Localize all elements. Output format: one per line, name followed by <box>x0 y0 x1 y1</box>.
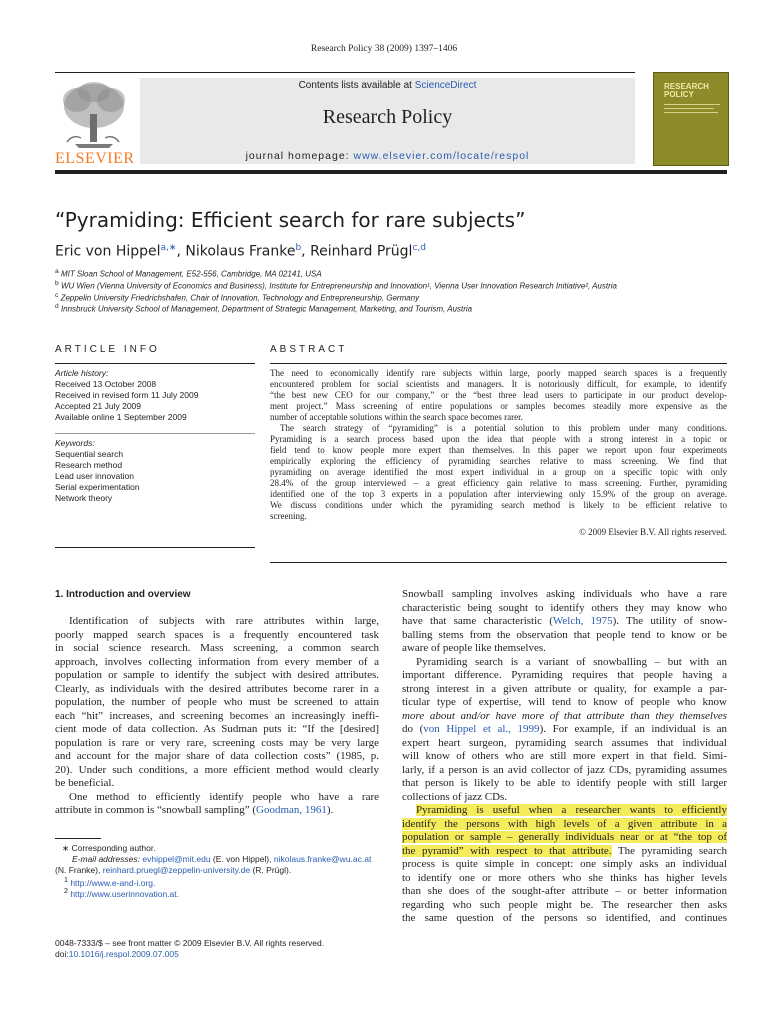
history-item: Available online 1 September 2009 <box>55 412 187 422</box>
abstract-line: Pyramiding is a search process based upon the idea that people with a strong interest in a topic or <box>270 434 727 444</box>
footnote-corresponding: ∗ Corresponding author. <box>62 843 156 853</box>
footnote-url-link[interactable]: http://www.userinnovation.at. <box>70 888 179 899</box>
divider <box>270 363 727 364</box>
cover-title: RESEARCH POLICY <box>664 82 709 99</box>
body-line: regarding who such people might be. The researcher then asks <box>402 898 727 911</box>
keyword: Serial experimentation <box>55 482 140 492</box>
body-line: will know of others who are still more expert in that field. Simi- <box>402 750 727 762</box>
history-item: Received in revised form 11 July 2009 <box>55 390 199 400</box>
abstract-line: empirically exploring the efficiency of pyramiding searches relative to mass screening. We find that <box>270 456 727 466</box>
abstract-line: The need to economically identify rare subjects within large, poorly mapped search spaces is a frequently <box>270 368 727 378</box>
keyword: Network theory <box>55 493 113 503</box>
journal-homepage-link[interactable]: www.elsevier.com/locate/respol <box>353 150 530 162</box>
abstract-line: identified one of the top 3 experts in a population after interviewing only 15.9% of the group on average. <box>270 489 727 499</box>
highlighted-line: the pyramid” with respect to that attribute. The pyramiding search <box>402 844 727 857</box>
doi-link[interactable]: 10.1016/j.respol.2009.07.005 <box>68 949 179 959</box>
body-line: have that same characteristic (Welch, 1975). The utility of snow- <box>402 615 728 627</box>
author-name: Reinhard Prügl <box>310 243 413 260</box>
author-name: Eric von Hippel <box>55 243 161 260</box>
body-line: population is rare or very rare, screening costs may be very large <box>55 736 379 749</box>
body-line: balling stems from the observation that people tend to know or be <box>402 628 727 641</box>
body-line: strong interest in a given attribute or quality, for example a par- <box>402 682 727 695</box>
email-link[interactable]: nikolaus.franke@wu.ac.at <box>273 854 372 864</box>
cover-text-line <box>664 104 720 105</box>
author-affil-mark[interactable]: a,∗ <box>160 243 177 253</box>
sciencedirect-link[interactable]: ScienceDirect <box>414 80 477 91</box>
abstract-heading: ABSTRACT <box>270 344 348 355</box>
divider <box>55 363 255 364</box>
history-item: Accepted 21 July 2009 <box>55 401 142 411</box>
citation-link[interactable]: Welch, 1975 <box>552 615 613 627</box>
author-name: Nikolaus Franke <box>185 243 296 260</box>
body-line: characteristic being sought to identify others they may know who <box>402 601 727 614</box>
body-line: be beneficial. <box>55 777 115 789</box>
author-list: Eric von Hippel$^{a,∗}$, Nikolaus Franke$^b$, Reinhard Prügl$^{c,d}$ <box>55 243 426 260</box>
doi-line: doi:10.1016/j.respol.2009.07.005 <box>55 949 179 959</box>
body-line: do (von Hippel et al., 1999). For example, if an individual is an <box>402 723 727 735</box>
body-line: population or sample to identify the subject with desired attributes. <box>55 669 379 681</box>
abstract-line: number of acceptable solutions within the search space becomes rarer. <box>270 412 523 422</box>
body-line: cient mode of data collection. As Sudman puts it: “If the [desired] <box>55 723 379 735</box>
body-line: each “hit” increases, and screening becomes an increasingly ineffi- <box>55 709 379 722</box>
cover-text-line <box>664 112 718 113</box>
body-line: Pyramiding search is a variant of snowballing – but with an <box>416 655 727 668</box>
body-line: the same question of the persons so identified, and continues <box>402 912 727 924</box>
abstract-line: screening. <box>270 511 307 521</box>
body-line: aware of people like themselves. <box>402 642 546 654</box>
affiliation: $^a$ MIT Sloan School of Management, E52-556, Cambridge, MA 02141, USA <box>55 268 322 279</box>
body-line: approach, involves collecting information from every member of a <box>55 655 379 668</box>
abstract-line: “the best new CEO for our company,” or the “best three lead users to participate in our product develop- <box>270 390 727 400</box>
footnote-2: $^2$ http://www.userinnovation.at. <box>64 887 179 899</box>
article-info-heading: ARTICLE INFO <box>55 344 160 355</box>
abstract-line: encountered problem for social scientists and managers. It is notoriously difficult, for example, to identify <box>270 379 727 389</box>
email-link[interactable]: evhippel@mit.edu <box>142 854 211 864</box>
journal-citation: Research Policy 38 (2009) 1397–1406 <box>310 44 458 54</box>
body-line: to identify one or more others who she thinks has higher levels <box>402 871 727 884</box>
homepage-prefix: journal homepage: <box>245 150 354 162</box>
citation-link[interactable]: Goodman, 1961 <box>256 804 327 816</box>
header-rule <box>55 72 635 73</box>
footnote-url-link[interactable]: http://www.e-and-i.org. <box>70 877 156 888</box>
body-line: poorly mapped search spaces is a frequently encountered task <box>55 628 379 641</box>
author-affil-mark[interactable]: c,d <box>412 243 426 253</box>
highlight[interactable]: identify the persons with high levels of a given attribute in a <box>402 817 727 830</box>
header-rule-thick <box>55 170 727 174</box>
highlight[interactable]: population or sample – generally individuals near or at “the top of <box>402 831 727 843</box>
body-line: important difference. Pyramiding requires that people having a <box>402 669 727 681</box>
footnote-emails: E-mail addresses: evhippel@mit.edu (E. von Hippel), nikolaus.franke@wu.ac.at <box>72 854 372 864</box>
divider <box>55 547 255 548</box>
highlight[interactable]: Pyramiding is useful when a researcher wants to efficiently <box>416 804 727 816</box>
body-line: Snowball sampling involves asking individuals who have a rare <box>402 588 727 600</box>
body-line: that person is likely to be able to identify people with still larger <box>402 777 727 789</box>
body-line: population, the number of people who must be screened to attain <box>55 696 379 708</box>
citation-link[interactable]: von Hippel et al., 1999 <box>423 723 540 735</box>
abstract-line: pyramiding on average identified the most expert individual in a group on a specific topic with only <box>270 467 727 477</box>
affiliation: $^b$ WU Wien (Vienna University of Economics and Business), Institute for Entrepreneurship and Innovation¹, Vienna User Innovation Research Initiative², Austria <box>55 280 617 291</box>
body-line: Identification of subjects with rare attributes within large, <box>69 615 379 627</box>
abstract-line: We discuss conditions under which the pyramiding search method is likely to be efficient relative to <box>270 500 727 510</box>
body-line: 20). Under such conditions, a more efficient method would clearly <box>55 763 379 776</box>
footnote-1: $^1$ http://www.e-and-i.org. <box>64 876 156 888</box>
history-item: Received 13 October 2008 <box>55 379 157 389</box>
homepage-line <box>140 150 635 162</box>
body-line: process is quite simple in concept: one simply asks an individual <box>402 858 727 870</box>
body-line: than she does of the sought-after attribute – or better information <box>402 885 727 897</box>
body-line: larly, if a person is an avid collector of jazz CDs, pyramiding assumes <box>402 763 727 776</box>
divider <box>270 562 727 563</box>
highlighted-line <box>402 831 727 845</box>
affiliation: $^d$ Innsbruck University School of Management, Department of Strategic Management, Marketing, and Tourism, Austria <box>55 303 473 314</box>
keyword: Sequential search <box>55 449 124 459</box>
body-line: Clearly, as individuals with the desired attributes become rarer in a <box>55 682 379 695</box>
body-line: in social science research. Mass screening, a common search <box>55 642 379 654</box>
abstract-line: 28.4% of the group interviewed – a great efficiency gain relative to mass screening. Further, pyramiding <box>270 478 727 488</box>
email-link[interactable]: reinhard.pruegl@zeppelin-university.de <box>102 865 251 875</box>
body-line: collections of jazz CDs. <box>402 790 508 803</box>
contents-prefix: Contents lists available at <box>298 80 415 91</box>
body-line: One method to efficiently identify people who have a rare <box>69 790 379 803</box>
highlighted-line <box>402 818 727 832</box>
section-heading: 1. Introduction and overview <box>55 589 191 600</box>
affiliation: $^c$ Zeppelin University Friedrichshafen, Chair of Innovation, Technology and Entrepreneurship, Germany <box>55 292 420 303</box>
highlight[interactable]: the pyramid” with respect to that attribute. <box>402 844 612 857</box>
article-title: “Pyramiding: Efficient search for rare subjects” <box>55 208 526 232</box>
issn-line: 0048-7333/$ – see front matter © 2009 Elsevier B.V. All rights reserved. <box>55 938 325 948</box>
body-line: attribute in common is “snowball sampling” (Goodman, 1961). <box>55 804 334 816</box>
keyword: Research method <box>55 460 123 470</box>
divider <box>55 433 255 434</box>
footnote-rule <box>55 838 101 839</box>
keyword: Lead user innovation <box>55 471 134 481</box>
cover-text-line <box>664 108 714 109</box>
contents-line <box>140 80 635 91</box>
body-line: expert heart surgeon, pyramiding search assumes that individual <box>402 736 727 749</box>
body-line: ticular type of expertise, will tend to know of people who know <box>402 696 727 708</box>
abstract-line: ment project.” Mass screening of entire populations or samples becomes steadily more expensive as the <box>270 401 727 411</box>
author-affil-mark[interactable]: b <box>295 243 302 253</box>
footnote-emails-cont: (N. Franke), reinhard.pruegl@zeppelin-university.de (R. Prügl). <box>55 865 292 875</box>
body-line: and account for the major share of data collection costs” (1985, p. <box>55 750 379 762</box>
abstract-line: field tend to know people more expert than themselves. In this paper we report upon four experiments <box>270 445 727 455</box>
highlighted-line <box>402 804 727 818</box>
elsevier-wordmark: ELSEVIER <box>55 150 135 167</box>
keywords-label: Keywords: <box>55 438 95 448</box>
history-label: Article history: <box>55 368 109 378</box>
abstract-line: The search strategy of “pyramiding” is a potential solution to this problem under many conditions. <box>280 423 727 433</box>
body-line: more about and/or have more of that attribute than they themselves <box>402 709 727 722</box>
journal-title: Research Policy <box>322 106 453 128</box>
copyright: © 2009 Elsevier B.V. All rights reserved. <box>579 527 727 537</box>
